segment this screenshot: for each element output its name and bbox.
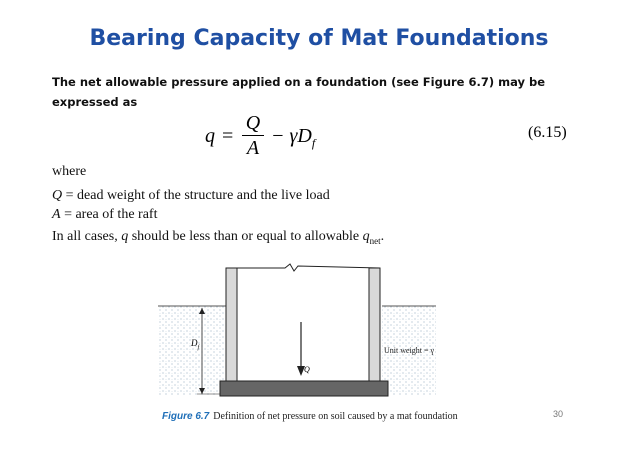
where-label: where: [52, 164, 87, 179]
eq-lhs: q: [205, 125, 215, 147]
label-unit-weight: Unit weight = γ: [384, 346, 435, 355]
eq-numerator: Q: [245, 112, 261, 134]
mat-slab: [220, 381, 388, 396]
slide-title: Bearing Capacity of Mat Foundations: [89, 26, 549, 51]
intro-text: The net allowable pressure applied on a foundation (see Figure 6.7) may be expressed as: [52, 75, 546, 109]
figure-caption: [162, 411, 458, 422]
mat-foundation-figure: [150, 252, 440, 408]
break-line: [226, 264, 380, 271]
eq-minus-term: − $\gamma D_f$: [271, 125, 316, 150]
label-df: $D_f$: [191, 338, 200, 351]
definition-a: A = area of the raft: [52, 207, 158, 222]
eq-subscript: f: [311, 136, 316, 150]
page-number: 30: [553, 409, 564, 419]
cases-sentence: In all cases, q should be less than or equal to allowable $q_{net}$.: [52, 229, 385, 246]
definition-q: Q = dead weight of the structure and the live load: [52, 188, 330, 203]
fraction-bar: [242, 135, 264, 136]
caption-figure-number: Figure 6.7: [162, 411, 210, 422]
eq-fraction: [242, 113, 264, 158]
right-wall: [369, 268, 380, 382]
equation-number: (6.15): [528, 124, 567, 141]
caption-text: Definition of net pressure on soil caused by a mat foundation: [213, 411, 458, 422]
eq-denominator: A: [246, 137, 260, 159]
soil-left: [158, 306, 226, 396]
eq-equals: =: [222, 125, 234, 147]
label-load-q: Q: [304, 365, 310, 374]
left-wall: [226, 268, 237, 382]
